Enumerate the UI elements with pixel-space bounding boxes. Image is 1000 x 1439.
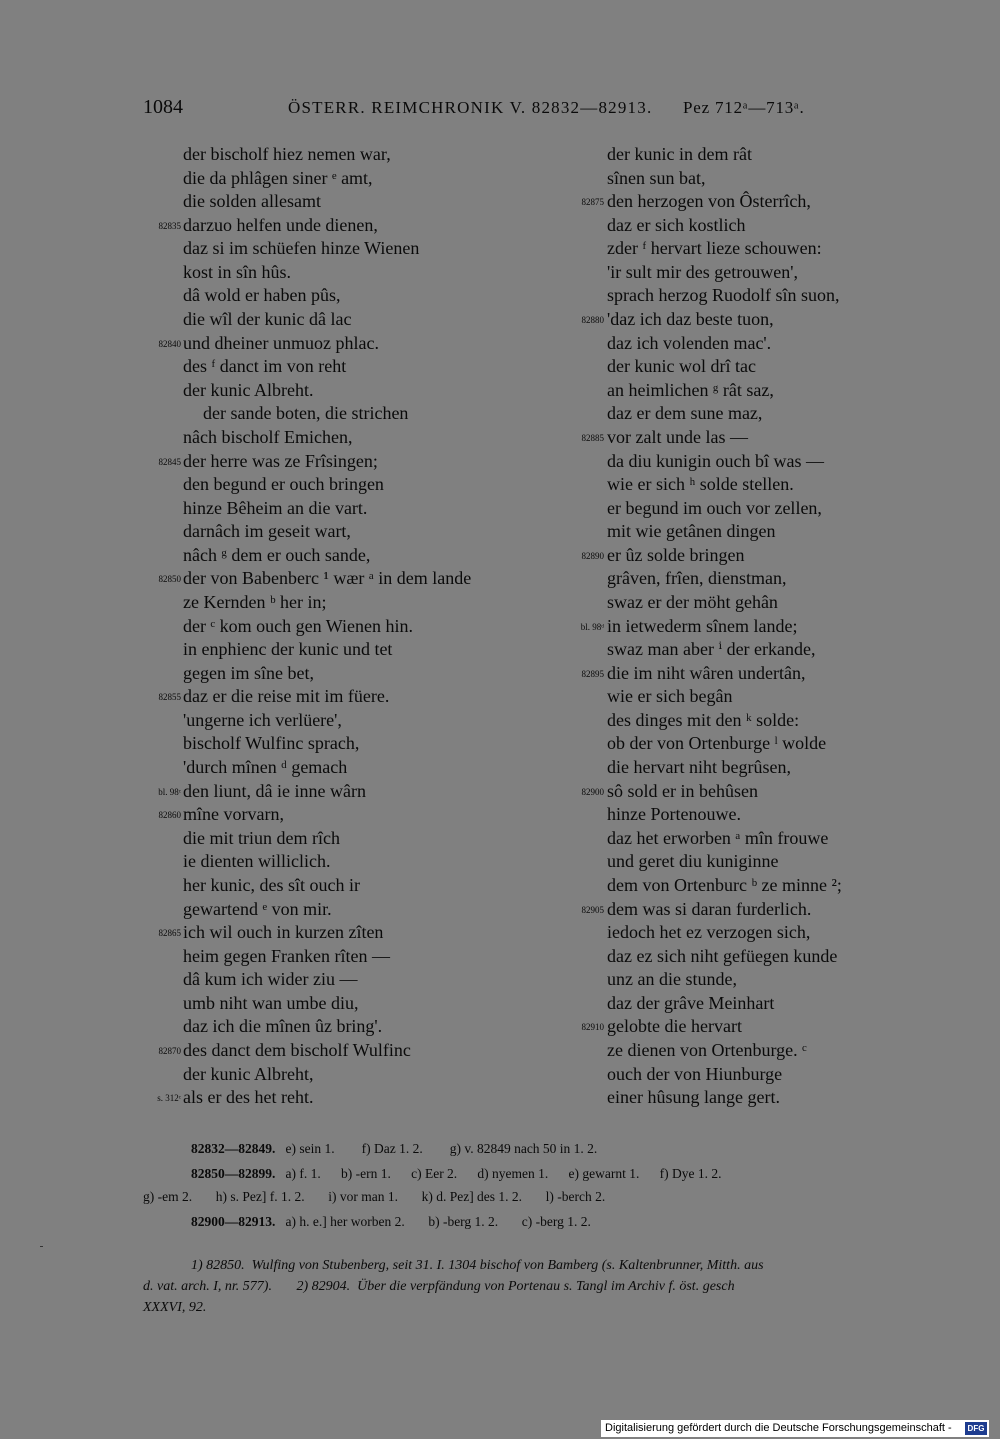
apparatus-range: 82832—82849. (191, 1141, 276, 1156)
verse-line (560, 898, 1000, 922)
verse-line (0, 190, 560, 214)
verse-line (0, 1086, 560, 1110)
verse-text: swaz er der möht gehân (607, 591, 778, 612)
verse-line (0, 709, 560, 733)
verse-line (560, 520, 1000, 544)
verse-line (0, 945, 560, 969)
verse-line (0, 544, 560, 568)
verse-text: er begund im ouch vor zellen, (607, 497, 822, 518)
pez-reference: Pez 712ᵃ—713ᵃ. (683, 98, 805, 117)
verse-text: hinze Bêheim an die vart. (183, 497, 368, 518)
verse-text: daz er dem sune maz, (607, 403, 763, 424)
verse-text: wie er sich ʰ solde stellen. (607, 474, 794, 495)
verse-line (0, 827, 560, 851)
verse-line (0, 874, 560, 898)
apparatus-range: 82900—82913. (191, 1214, 276, 1229)
verse-line (0, 520, 560, 544)
verse-line (0, 1015, 560, 1039)
verse-text: gelobte die hervart (607, 1016, 742, 1037)
verse-text: darnâch im geseit wart, (183, 521, 351, 542)
verse-line (560, 567, 1000, 591)
verse-text: die hervart niht begrûsen, (607, 757, 791, 778)
verse-line (560, 709, 1000, 733)
line-number: 82905 (581, 904, 604, 915)
verse-text: als er des het reht. (183, 1087, 314, 1108)
line-number: bl. 98ᶜ (158, 786, 181, 797)
verse-line (560, 638, 1000, 662)
verse-line (0, 685, 560, 709)
apparatus-text: g) -em 2. h) s. Pez] f. 1. 2. i) vor man 1. k) d. Pez] des 1. 2. l) -berch 2. (143, 1189, 606, 1204)
verse-text: bischolf Wulfinc sprach, (183, 733, 360, 754)
verse-line (560, 921, 1000, 945)
verse-text: daz het erworben ᵃ mîn frouwe (607, 827, 829, 848)
verse-text: ze Kernden ᵇ her in; (183, 591, 327, 612)
apparatus-text: e) sein 1. f) Daz 1. 2. g) v. 82849 nach 50 in 1. 2. (275, 1141, 598, 1156)
verse-text: daz ich volenden mac'. (607, 332, 772, 353)
verse-line (560, 945, 1000, 969)
verse-line (560, 874, 1000, 898)
verse-text: daz er die reise mit im füere. (183, 686, 390, 707)
verse-text: daz ez sich niht gefüegen kunde (607, 945, 838, 966)
verse-line (560, 803, 1000, 827)
verse-line (0, 898, 560, 922)
verse-text: der kunic wol drî tac (607, 356, 756, 377)
apparatus-row (143, 1184, 973, 1209)
verse-line (0, 237, 560, 261)
verse-line (0, 402, 560, 426)
verse-line (560, 1039, 1000, 1063)
verse-line (560, 237, 1000, 261)
verse-text: 'daz ich daz beste tuon, (607, 309, 774, 330)
verse-text: die wîl der kunic dâ lac (183, 309, 352, 330)
verse-line (0, 261, 560, 285)
margin-mark (40, 1246, 43, 1247)
line-number: 82895 (581, 668, 604, 679)
apparatus-row (143, 1161, 973, 1186)
apparatus-row (143, 1209, 973, 1234)
verse-line (560, 284, 1000, 308)
line-number: 82855 (158, 692, 181, 703)
verse-text: kost in sîn hûs. (183, 261, 292, 282)
verse-line (0, 284, 560, 308)
line-number: 82885 (581, 432, 604, 443)
verse-text: nâch bischolf Emichen, (183, 426, 353, 447)
verse-line (0, 732, 560, 756)
verse-line (560, 308, 1000, 332)
verse-text: sô sold er in behûsen (607, 780, 758, 801)
verse-text: und dheiner unmuoz phlac. (183, 332, 379, 353)
verse-line (0, 426, 560, 450)
verse-text: heim gegen Franken rîten — (183, 945, 390, 966)
verse-text: der ᶜ kom ouch gen Wienen hin. (183, 615, 413, 636)
verse-text: da diu kunigin ouch bî was — (607, 450, 824, 471)
verse-text: grâven, frîen, dienstman, (607, 568, 787, 589)
line-number: 82860 (158, 810, 181, 821)
apparatus-range: 82850—82899. (191, 1166, 276, 1181)
apparatus-text: a) h. e.] her worben 2. b) -berg 1. 2. c) -berg 1. 2. (275, 1214, 591, 1229)
funding-text: Digitalisierung gefördert durch die Deutsche Forschungsgemeinschaft - (605, 1422, 952, 1434)
line-number: 82845 (158, 456, 181, 467)
verse-text: die da phlâgen siner ᵉ amt, (183, 167, 373, 188)
verse-text: der kunic Albreht, (183, 1063, 314, 1084)
verse-line (0, 756, 560, 780)
verse-text: daz der grâve Meinhart (607, 992, 775, 1013)
verse-line (560, 355, 1000, 379)
verse-line (0, 379, 560, 403)
verse-line (560, 497, 1000, 521)
verse-text: unz an die stunde, (607, 969, 737, 990)
verse-text: vor zalt unde las — (607, 426, 748, 447)
line-number: 82865 (158, 928, 181, 939)
verse-line (560, 827, 1000, 851)
verse-text: swaz man aber ⁱ der erkande, (607, 639, 816, 660)
verse-line (0, 473, 560, 497)
verse-text: ouch der von Hiunburge (607, 1063, 783, 1084)
verse-text: sînen sun bat, (607, 167, 706, 188)
verse-text: die mit triun dem rîch (183, 827, 340, 848)
verse-text: der von Babenberc ¹ wær ᵃ in dem lande (183, 568, 472, 589)
verse-text: dem von Ortenburc ᵇ ze minne ²; (607, 874, 842, 895)
verse-line (560, 379, 1000, 403)
line-number: 82910 (581, 1022, 604, 1033)
verse-text: der herre was ze Frîsingen; (183, 450, 378, 471)
line-number: 82875 (581, 197, 604, 208)
page-header (0, 96, 1000, 126)
verse-line (0, 567, 560, 591)
verse-line (560, 615, 1000, 639)
verse-line (0, 1063, 560, 1087)
verse-line (0, 1039, 560, 1063)
verse-line (560, 591, 1000, 615)
verse-text: sprach herzog Ruodolf sîn suon, (607, 285, 840, 306)
verse-text: 'durch mînen ᵈ gemach (183, 757, 348, 778)
verse-line (560, 732, 1000, 756)
verse-text: der kunic Albreht. (183, 379, 314, 400)
verse-line (560, 214, 1000, 238)
verse-text: den herzogen von Ôsterrîch, (607, 191, 811, 212)
verse-text: ich wil ouch in kurzen zîten (183, 922, 384, 943)
apparatus-text: a) f. 1. b) -ern 1. c) Eer 2. d) nyemen 1. e) gewarnt 1. f) Dye 1. 2. (275, 1166, 722, 1181)
verse-line (0, 167, 560, 191)
verse-text: daz ich die mînen ûz bring'. (183, 1016, 383, 1037)
verse-line (560, 473, 1000, 497)
verse-text: iedoch het ez verzogen sich, (607, 922, 811, 943)
line-number: bl. 98ᵈ (580, 621, 604, 632)
verse-text: dâ kum ich wider ziu — (183, 969, 358, 990)
verse-line (560, 685, 1000, 709)
verse-line (0, 214, 560, 238)
verse-line (0, 992, 560, 1016)
verse-line (560, 1015, 1000, 1039)
apparatus-row (143, 1136, 973, 1161)
verse-line (560, 167, 1000, 191)
footnote-line: XXXVI, 92. (143, 1300, 207, 1315)
verse-line (560, 450, 1000, 474)
verse-text: zder ᶠ hervart lieze schouwen: (607, 238, 822, 259)
line-number: 82890 (581, 550, 604, 561)
verse-line (0, 803, 560, 827)
verse-line (0, 638, 560, 662)
verse-text: in enphienc der kunic und tet (183, 639, 393, 660)
verse-text: her kunic, des sît ouch ir (183, 874, 360, 895)
verse-text: 'ir sult mir des getrouwen', (607, 261, 798, 282)
verse-text: der kunic in dem rât (607, 144, 752, 164)
line-number: 82850 (158, 574, 181, 585)
verse-text: des dinges mit den ᵏ solde: (607, 709, 800, 730)
verse-line (0, 450, 560, 474)
critical-apparatus (143, 1136, 973, 1234)
page-number: 1084 (143, 96, 183, 118)
verse-line (560, 780, 1000, 804)
line-number: 82900 (581, 786, 604, 797)
line-number: 82880 (581, 315, 604, 326)
verse-text: und geret diu kuniginne (607, 851, 779, 872)
footnote-line: d. vat. arch. I, nr. 577). 2) 82904. Über die verpfändung von Portenau s. Tangl im Archiv f. öst. gesch (143, 1279, 735, 1294)
verse-line (560, 190, 1000, 214)
verse-line (560, 426, 1000, 450)
verse-text: der sande boten, die strichen (203, 403, 409, 424)
verse-line (560, 1086, 1000, 1110)
verse-line (560, 850, 1000, 874)
verse-text: ob der von Ortenburge ˡ wolde (607, 733, 827, 754)
line-number: s. 312ᶜ (157, 1093, 181, 1104)
verse-text: daz er sich kostlich (607, 214, 746, 235)
verse-line (560, 662, 1000, 686)
footnotes (143, 1255, 973, 1318)
verse-text: in ietwederm sînem lande; (607, 615, 798, 636)
verse-text: umb niht wan umbe diu, (183, 992, 359, 1013)
verse-line (0, 591, 560, 615)
verse-line (0, 968, 560, 992)
verse-line (560, 544, 1000, 568)
verse-text: nâch ᵍ dem er ouch sande, (183, 544, 371, 565)
verse-text: die im niht wâren undertân, (607, 662, 806, 683)
verse-text: des ᶠ danct im von reht (183, 356, 347, 377)
verse-line (560, 1063, 1000, 1087)
verse-line (0, 355, 560, 379)
funding-footer (601, 1420, 989, 1437)
verse-column-right (560, 143, 1000, 1110)
dfg-logo: DFG (965, 1422, 987, 1435)
verse-line (0, 308, 560, 332)
verse-text: dem was si daran furderlich. (607, 898, 812, 919)
verse-column-left (0, 143, 560, 1110)
verse-text: mîne vorvarn, (183, 804, 284, 825)
verse-text: ie dienten williclich. (183, 851, 331, 872)
verse-line (0, 921, 560, 945)
verse-line (560, 261, 1000, 285)
verse-text: einer hûsung lange gert. (607, 1087, 780, 1108)
footnote-line: 1) 82850. Wulfing von Stubenberg, seit 31. I. 1304 bischof von Bamberg (s. Kaltenbrunner, Mitth. aus (191, 1258, 764, 1273)
verse-line (560, 143, 1000, 167)
verse-text: die solden allesamt (183, 191, 321, 212)
verse-line (0, 850, 560, 874)
verse-line (0, 662, 560, 686)
line-number: 82840 (158, 338, 181, 349)
verse-line (0, 332, 560, 356)
verse-line (0, 143, 560, 167)
verse-line (560, 756, 1000, 780)
verse-text: er ûz solde bringen (607, 544, 745, 565)
verse-text: 'ungerne ich verlüere', (183, 709, 342, 730)
verse-text: des danct dem bischolf Wulfinc (183, 1039, 411, 1060)
verse-line (560, 402, 1000, 426)
verse-text: dâ wold er haben pûs, (183, 285, 341, 306)
line-number: 82870 (158, 1045, 181, 1056)
verse-line (0, 615, 560, 639)
line-number: 82835 (158, 220, 181, 231)
verse-line (560, 332, 1000, 356)
verse-text: gewartend ᵉ von mir. (183, 898, 332, 919)
verse-text: daz si im schüefen hinze Wienen (183, 238, 420, 259)
verse-text: den liunt, dâ ie inne wârn (183, 780, 366, 801)
verse-text: mit wie getânen dingen (607, 521, 776, 542)
verse-text: ze dienen von Ortenburge. ᶜ (607, 1039, 807, 1060)
verse-line (0, 497, 560, 521)
verse-text: hinze Portenouwe. (607, 804, 741, 825)
verse-text: an heimlichen ᵍ rât saz, (607, 379, 774, 400)
verse-text: darzuo helfen unde dienen, (183, 214, 378, 235)
verse-line (560, 992, 1000, 1016)
verse-line (560, 968, 1000, 992)
running-title: ÖSTERR. REIMCHRONIK V. 82832—82913. (288, 98, 653, 117)
verse-text: wie er sich begân (607, 686, 733, 707)
verse-text: der bischolf hiez nemen war, (183, 144, 391, 164)
verse-text: den begund er ouch bringen (183, 474, 384, 495)
verse-text: gegen im sîne bet, (183, 662, 314, 683)
verse-line (0, 780, 560, 804)
